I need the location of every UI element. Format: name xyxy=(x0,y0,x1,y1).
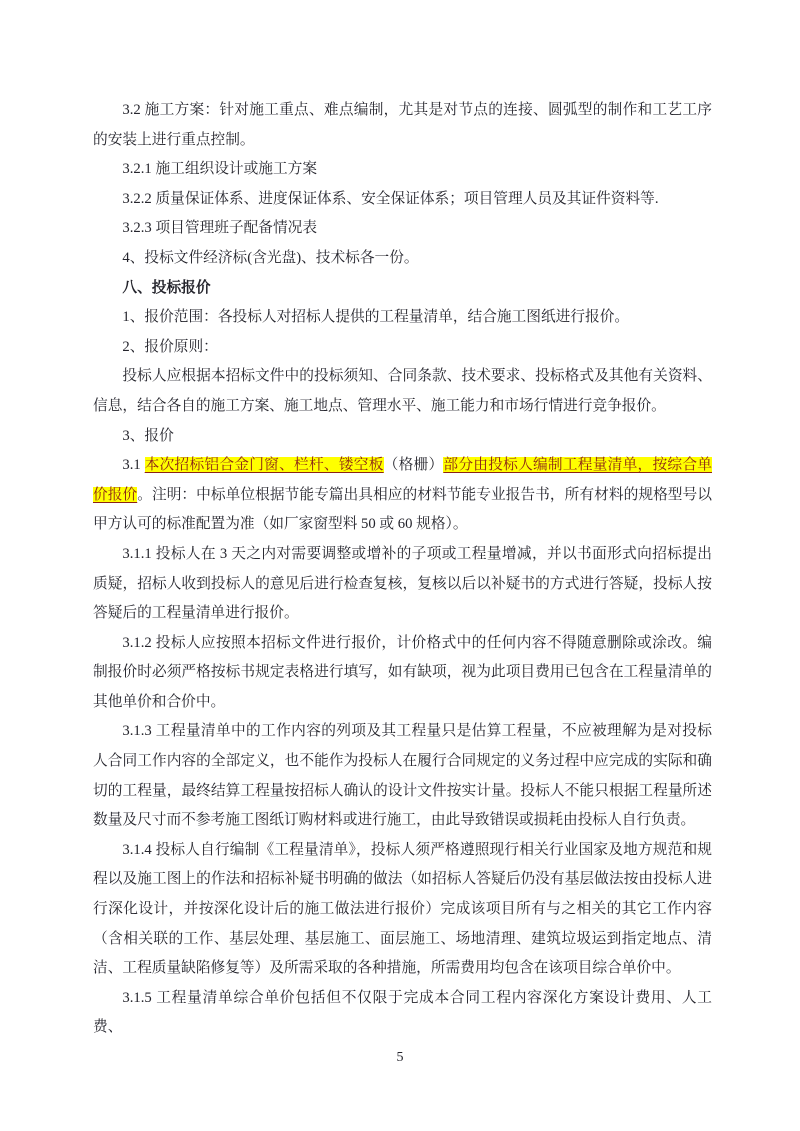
paragraph-3-2-1: 3.2.1 施工组织设计或施工方案 xyxy=(122,161,318,178)
paragraph-price-principle: 2、报价原则： xyxy=(122,338,218,355)
run-plain: 3.1 xyxy=(122,457,145,474)
paragraph-price-scope: 1、报价范围：各投标人对招标人提供的工程量清单，结合施工图纸进行报价。 xyxy=(122,309,630,326)
paragraph-3-1-1: 3.1.1 投标人在 3 天之内对需要调整或增补的子项或工程量增减，并以书面形式向招标提出质疑，招标人收到投标人的意见后进行检查复核，复核以后以补疑书的方式进行答疑，投标人按答疑后的工程量清单进行报价。 xyxy=(93,545,712,622)
paragraph-3-1-5: 3.1.5 工程量清单综合单价包括但不仅限于完成本合同工程内容深化方案设计费用、人工费、 xyxy=(93,989,712,1036)
section-heading-bid-price: 八、投标报价 xyxy=(122,279,211,296)
run-highlighted: 部分由投标人编制工程量清单，按综合单价报价 xyxy=(93,457,712,503)
paragraph-3-1-4: 3.1.4 投标人自行编制《工程量清单》，投标人须严格遵照现行相关行业国家及地方规范和规程以及施工图上的作法和招标补疑书明确的做法（如招标人答疑后仍没有基层做法按由投标人进行深化设计，并按深化设计后的施工做法进行报价）完成该项目所有与之相关的其它工作内容（含相关联的工作、基层处理、基层施工、面层施工、场地清理、建筑垃圾运到指定地点、清洁、工程质量缺陷修复等）及所需采取的各种措施，所需费用均包含在该项目综合单价中。 xyxy=(93,841,712,977)
paragraph-3-1-3: 3.1.3 工程量清单中的工作内容的列项及其工程量只是估算工程量，不应被理解为是对投标人合同工作内容的全部定义，也不能作为投标人在履行合同规定的义务过程中应完成的实际和确切的工程量，最终结算工程量按招标人确认的设计文件按实计量。投标人不能只根据工程量所述数量及尺寸而不参考施工图纸订购材料或进行施工，由此导致错误或损耗由投标人自行负责。 xyxy=(93,723,712,829)
paragraph-4: 4、投标文件经济标(含光盘)、技术标各一份。 xyxy=(122,249,419,266)
page-number: 5 xyxy=(396,1050,404,1065)
paragraph-3-2: 3.2 施工方案：针对施工重点、难点编制，尤其是对节点的连接、圆弧型的制作和工艺工序的安装上进行重点控制。 xyxy=(93,102,712,148)
run-highlighted: 本次招标铝合金门窗、栏杆、镂空板 xyxy=(144,457,384,474)
paragraph-3-2-3: 3.2.3 项目管理班子配备情况表 xyxy=(122,220,318,237)
paragraph-3-2-2: 3.2.2 质量保证体系、进度保证体系、安全保证体系；项目管理人员及其证件资料等. xyxy=(122,190,659,207)
paragraph-price: 3、报价 xyxy=(122,427,174,444)
paragraph-3-1 xyxy=(93,451,712,540)
run-plain: （格栅） xyxy=(383,457,444,474)
paragraph-3-1-2: 3.1.2 投标人应按照本招标文件进行报价，计价格式中的任何内容不得随意删除或涂改。编制报价时必须严格按标书规定表格进行填写，如有缺项，视为此项目费用已包含在工程量清单的其他单价和合价中。 xyxy=(93,634,712,710)
paragraph-price-principle-body: 投标人应根据本招标文件中的投标须知、合同条款、技术要求、投标格式及其他有关资料、信息，结合各自的施工方案、施工地点、管理水平、施工能力和市场行情进行竞争报价。 xyxy=(93,368,712,414)
run-plain: 。注明：中标单位根据节能专篇出具相应的材料节能专业报告书，所有材料的规格型号以甲方认可的标准配置为准（如厂家窗型料 50 或 60 规格）。 xyxy=(93,486,712,533)
